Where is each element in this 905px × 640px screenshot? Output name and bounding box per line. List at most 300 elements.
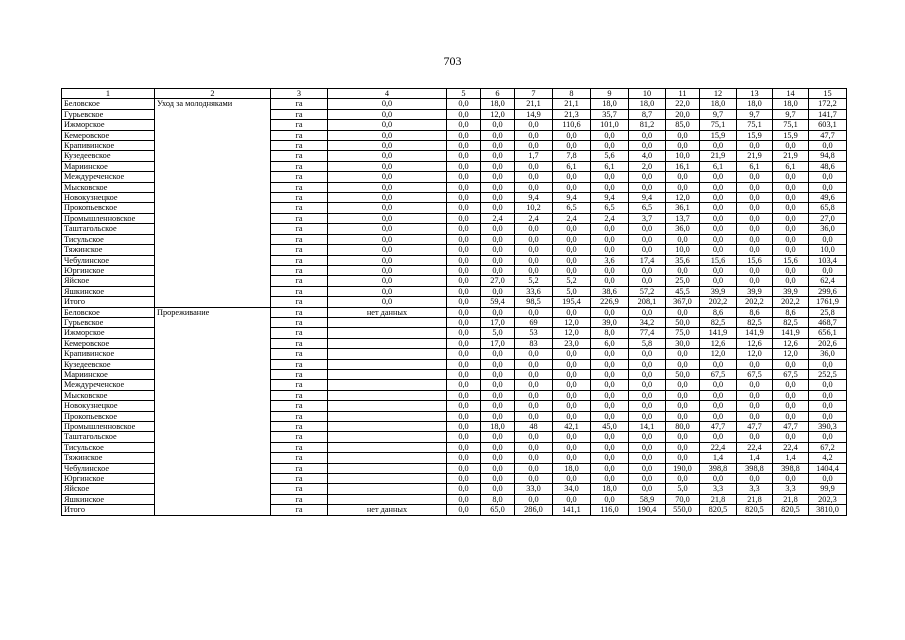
value-cell: 0,0 [515, 442, 553, 452]
value-cell: 0,0 [591, 307, 629, 317]
value-cell: 0,0 [447, 463, 481, 473]
value-cell: 0,0 [737, 245, 773, 255]
value-cell: 0,0 [447, 380, 481, 390]
value-cell: 0,0 [773, 224, 809, 234]
value-cell: 0,0 [773, 265, 809, 275]
value-cell [328, 474, 447, 484]
value-cell: 0,0 [328, 245, 447, 255]
value-cell: 5,2 [553, 276, 591, 286]
value-cell: 0,0 [553, 224, 591, 234]
value-cell: 36,0 [809, 224, 847, 234]
region-cell: Яшкинское [62, 494, 155, 504]
value-cell: 550,0 [666, 505, 700, 515]
value-cell: 0,0 [629, 474, 666, 484]
value-cell: 0,0 [515, 130, 553, 140]
region-cell: Междуреченское [62, 380, 155, 390]
value-cell: 0,0 [515, 401, 553, 411]
value-cell: 0,0 [481, 245, 515, 255]
region-cell: Тяжинское [62, 453, 155, 463]
region-cell: Кузедеевское [62, 359, 155, 369]
column-header: 14 [773, 89, 809, 99]
unit-cell: га [271, 276, 328, 286]
value-cell: 0,0 [591, 276, 629, 286]
unit-cell: га [271, 328, 328, 338]
unit-cell: га [271, 317, 328, 327]
value-cell: 208,1 [629, 297, 666, 307]
value-cell: 3,3 [737, 484, 773, 494]
value-cell: 299,6 [809, 286, 847, 296]
region-cell: Мысковское [62, 182, 155, 192]
value-cell: 0,0 [553, 380, 591, 390]
value-cell: 367,0 [666, 297, 700, 307]
value-cell: 0,0 [809, 172, 847, 182]
value-cell: 0,0 [773, 245, 809, 255]
unit-cell: га [271, 494, 328, 504]
value-cell: 0,0 [591, 172, 629, 182]
region-cell: Крапивинское [62, 349, 155, 359]
value-cell: 36,1 [666, 203, 700, 213]
value-cell: 15,6 [700, 255, 737, 265]
value-cell: 0,0 [700, 390, 737, 400]
value-cell [328, 369, 447, 379]
value-cell: 0,0 [737, 359, 773, 369]
value-cell: 15,9 [737, 130, 773, 140]
value-cell: 1404,4 [809, 463, 847, 473]
unit-cell: га [271, 224, 328, 234]
value-cell: 10,2 [515, 203, 553, 213]
value-cell: 0,0 [700, 432, 737, 442]
value-cell: 0,0 [481, 141, 515, 151]
value-cell: 0,0 [481, 401, 515, 411]
value-cell: 9,4 [591, 193, 629, 203]
value-cell: 0,0 [809, 265, 847, 275]
value-cell: 0,0 [447, 453, 481, 463]
value-cell: 202,2 [737, 297, 773, 307]
value-cell: 45,0 [591, 422, 629, 432]
value-cell: 5,8 [629, 338, 666, 348]
value-cell: 12,0 [737, 349, 773, 359]
value-cell: 0,0 [481, 463, 515, 473]
value-cell: 12,0 [481, 109, 515, 119]
value-cell: 98,5 [515, 297, 553, 307]
value-cell: 0,0 [447, 245, 481, 255]
value-cell: 0,0 [553, 494, 591, 504]
value-cell: 0,0 [591, 390, 629, 400]
value-cell: 0,0 [447, 120, 481, 130]
value-cell: 12,0 [666, 193, 700, 203]
value-cell: 0,0 [629, 463, 666, 473]
value-cell: 0,0 [515, 307, 553, 317]
value-cell: 12,0 [553, 328, 591, 338]
value-cell: 0,0 [700, 141, 737, 151]
value-cell: 0,0 [515, 349, 553, 359]
value-cell: 9,7 [737, 109, 773, 119]
value-cell: 0,0 [481, 172, 515, 182]
value-cell: 0,0 [773, 359, 809, 369]
value-cell: 5,0 [666, 484, 700, 494]
value-cell [328, 442, 447, 452]
unit-cell: га [271, 120, 328, 130]
region-cell: Мариинское [62, 161, 155, 171]
value-cell: 22,4 [737, 442, 773, 452]
value-cell: 9,4 [515, 193, 553, 203]
value-cell: 286,0 [515, 505, 553, 515]
value-cell: 21,8 [700, 494, 737, 504]
value-cell: 0,0 [700, 172, 737, 182]
value-cell: 0,0 [328, 172, 447, 182]
value-cell: 0,0 [629, 432, 666, 442]
value-cell: 75,0 [666, 328, 700, 338]
value-cell: 36,0 [809, 349, 847, 359]
value-cell: 0,0 [553, 265, 591, 275]
value-cell: 0,0 [447, 193, 481, 203]
value-cell: 0,0 [328, 203, 447, 213]
value-cell: 94,8 [809, 151, 847, 161]
value-cell: 0,0 [666, 141, 700, 151]
value-cell: 0,0 [447, 224, 481, 234]
unit-cell: га [271, 422, 328, 432]
value-cell: 0,0 [666, 442, 700, 452]
value-cell: 45,5 [666, 286, 700, 296]
value-cell: 6,1 [591, 161, 629, 171]
value-cell: 0,0 [629, 276, 666, 286]
table-row [62, 307, 847, 317]
value-cell: 0,0 [700, 182, 737, 192]
value-cell: 0,0 [666, 265, 700, 275]
value-cell: 0,0 [809, 380, 847, 390]
value-cell: 75,1 [773, 120, 809, 130]
value-cell: 0,0 [629, 442, 666, 452]
value-cell: 0,0 [481, 120, 515, 130]
value-cell [328, 484, 447, 494]
value-cell: 0,0 [591, 245, 629, 255]
unit-cell: га [271, 99, 328, 109]
column-header: 5 [447, 89, 481, 99]
value-cell: 0,0 [447, 411, 481, 421]
value-cell: 0,0 [809, 411, 847, 421]
value-cell: 0,0 [629, 245, 666, 255]
region-cell: Прокопьевское [62, 411, 155, 421]
value-cell: 0,0 [629, 484, 666, 494]
column-header: 2 [155, 89, 271, 99]
value-cell: 47,7 [737, 422, 773, 432]
value-cell: 820,5 [700, 505, 737, 515]
value-cell: 0,0 [591, 349, 629, 359]
value-cell: 0,0 [447, 234, 481, 244]
value-cell: 9,4 [629, 193, 666, 203]
value-cell: 0,0 [447, 442, 481, 452]
value-cell: 0,0 [666, 390, 700, 400]
value-cell: 0,0 [773, 141, 809, 151]
value-cell: 0,0 [447, 161, 481, 171]
value-cell: 398,8 [700, 463, 737, 473]
value-cell: 0,0 [700, 234, 737, 244]
value-cell: 0,0 [773, 401, 809, 411]
value-cell: 0,0 [328, 182, 447, 192]
value-cell: 0,0 [666, 453, 700, 463]
value-cell: 202,2 [700, 297, 737, 307]
value-cell: 15,6 [773, 255, 809, 265]
column-header: 11 [666, 89, 700, 99]
unit-cell: га [271, 109, 328, 119]
value-cell: 468,7 [809, 317, 847, 327]
value-cell: 39,9 [773, 286, 809, 296]
value-cell: 141,9 [773, 328, 809, 338]
value-cell: 0,0 [700, 276, 737, 286]
region-cell: Кузедеевское [62, 151, 155, 161]
value-cell: 0,0 [447, 151, 481, 161]
region-cell: Ижморское [62, 120, 155, 130]
value-cell: 2,0 [629, 161, 666, 171]
value-cell: 18,0 [773, 99, 809, 109]
value-cell: 10,0 [666, 245, 700, 255]
value-cell [328, 422, 447, 432]
value-cell: 82,5 [773, 317, 809, 327]
value-cell: 0,0 [515, 453, 553, 463]
value-cell: 0,0 [773, 182, 809, 192]
value-cell: 0,0 [666, 130, 700, 140]
value-cell: 34,2 [629, 317, 666, 327]
value-cell: 9,7 [700, 109, 737, 119]
forest-works-table [61, 88, 847, 516]
value-cell: 0,0 [629, 307, 666, 317]
value-cell: 656,1 [809, 328, 847, 338]
value-cell: 77,4 [629, 328, 666, 338]
value-cell: 0,0 [700, 401, 737, 411]
value-cell: 0,0 [515, 463, 553, 473]
value-cell: 0,0 [328, 130, 447, 140]
value-cell: 3,7 [629, 213, 666, 223]
value-cell [328, 328, 447, 338]
value-cell: 18,0 [591, 99, 629, 109]
value-cell: 5,0 [481, 328, 515, 338]
value-cell: 0,0 [773, 390, 809, 400]
value-cell: 25,8 [809, 307, 847, 317]
region-cell: Таштагольское [62, 224, 155, 234]
value-cell: 0,0 [666, 307, 700, 317]
value-cell: 0,0 [629, 401, 666, 411]
value-cell: 0,0 [809, 234, 847, 244]
value-cell: 0,0 [553, 359, 591, 369]
value-cell: 0,0 [700, 265, 737, 275]
value-cell: 80,0 [666, 422, 700, 432]
value-cell: 0,0 [447, 338, 481, 348]
value-cell: 21,8 [737, 494, 773, 504]
value-cell: 0,0 [515, 265, 553, 275]
value-cell: 48 [515, 422, 553, 432]
value-cell [328, 463, 447, 473]
value-cell: 0,0 [328, 151, 447, 161]
value-cell: 0,0 [773, 213, 809, 223]
value-cell: 3810,0 [809, 505, 847, 515]
value-cell: 0,0 [629, 369, 666, 379]
value-cell: 0,0 [447, 297, 481, 307]
value-cell: 226,9 [591, 297, 629, 307]
value-cell: 0,0 [447, 505, 481, 515]
value-cell: 50,0 [666, 369, 700, 379]
table-row [62, 99, 847, 109]
value-cell: 18,0 [553, 463, 591, 473]
value-cell: 0,0 [447, 369, 481, 379]
value-cell: 0,0 [447, 474, 481, 484]
value-cell: 15,9 [773, 130, 809, 140]
region-cell: Ижморское [62, 328, 155, 338]
value-cell: 30,0 [666, 338, 700, 348]
region-cell: Мариинское [62, 369, 155, 379]
value-cell: 12,6 [773, 338, 809, 348]
value-cell: 0,0 [591, 453, 629, 463]
region-cell: Новокузнецкое [62, 193, 155, 203]
value-cell: 103,4 [809, 255, 847, 265]
value-cell: 0,0 [515, 432, 553, 442]
value-cell [328, 380, 447, 390]
value-cell: 0,0 [629, 453, 666, 463]
value-cell: 820,5 [773, 505, 809, 515]
value-cell: 67,5 [737, 369, 773, 379]
value-cell: 202,3 [809, 494, 847, 504]
value-cell: 8,6 [737, 307, 773, 317]
value-cell: 0,0 [591, 224, 629, 234]
value-cell: 9,4 [553, 193, 591, 203]
value-cell: 17,4 [629, 255, 666, 265]
value-cell: 820,5 [737, 505, 773, 515]
value-cell: 27,0 [481, 276, 515, 286]
value-cell: 0,0 [553, 369, 591, 379]
region-cell: Чебулинское [62, 255, 155, 265]
value-cell: 0,0 [773, 380, 809, 390]
value-cell: 0,0 [809, 359, 847, 369]
value-cell: 0,0 [515, 255, 553, 265]
value-cell: 0,0 [591, 474, 629, 484]
value-cell: 0,0 [666, 401, 700, 411]
value-cell: 1,4 [737, 453, 773, 463]
column-header: 1 [62, 89, 155, 99]
value-cell: 0,0 [447, 484, 481, 494]
unit-cell: га [271, 213, 328, 223]
value-cell: 0,0 [447, 401, 481, 411]
value-cell: 4,0 [629, 151, 666, 161]
value-cell: 0,0 [591, 401, 629, 411]
value-cell: 0,0 [629, 130, 666, 140]
value-cell: 0,0 [447, 359, 481, 369]
value-cell: 0,0 [515, 182, 553, 192]
value-cell: 0,0 [447, 390, 481, 400]
value-cell: 0,0 [629, 411, 666, 421]
value-cell: 53 [515, 328, 553, 338]
value-cell: 8,0 [481, 494, 515, 504]
value-cell: 0,0 [591, 182, 629, 192]
value-cell: 39,9 [700, 286, 737, 296]
value-cell: 1,4 [773, 453, 809, 463]
value-cell: 0,0 [328, 193, 447, 203]
value-cell: 0,0 [700, 245, 737, 255]
value-cell: 0,0 [666, 359, 700, 369]
value-cell: 0,0 [515, 224, 553, 234]
value-cell: 0,0 [666, 172, 700, 182]
value-cell: 141,1 [553, 505, 591, 515]
value-cell: 21,1 [553, 99, 591, 109]
value-cell: 18,0 [629, 99, 666, 109]
value-cell: 0,0 [553, 474, 591, 484]
value-cell: 0,0 [553, 411, 591, 421]
value-cell: 0,0 [481, 151, 515, 161]
value-cell: 6,1 [553, 161, 591, 171]
value-cell: 75,1 [700, 120, 737, 130]
value-cell: 0,0 [553, 349, 591, 359]
value-cell: 0,0 [481, 307, 515, 317]
value-cell: 0,0 [553, 307, 591, 317]
value-cell: 0,0 [447, 265, 481, 275]
value-cell: 6,1 [700, 161, 737, 171]
value-cell: 50,0 [666, 317, 700, 327]
value-cell: 0,0 [591, 432, 629, 442]
value-cell: 16,1 [666, 161, 700, 171]
value-cell: 0,0 [328, 109, 447, 119]
value-cell: 0,0 [481, 130, 515, 140]
unit-cell: га [271, 161, 328, 171]
value-cell: 110,6 [553, 120, 591, 130]
unit-cell: га [271, 130, 328, 140]
value-cell: 0,0 [629, 390, 666, 400]
unit-cell: га [271, 193, 328, 203]
value-cell [328, 349, 447, 359]
value-cell: 0,0 [666, 432, 700, 442]
value-cell: 99,9 [809, 484, 847, 494]
unit-cell: га [271, 307, 328, 317]
unit-cell: га [271, 380, 328, 390]
value-cell: 0,0 [481, 484, 515, 494]
value-cell: 0,0 [447, 349, 481, 359]
value-cell: 39,9 [737, 286, 773, 296]
unit-cell: га [271, 297, 328, 307]
region-cell: Чебулинское [62, 463, 155, 473]
value-cell: 0,0 [553, 172, 591, 182]
unit-cell: га [271, 442, 328, 452]
value-cell: 81,2 [629, 120, 666, 130]
value-cell: 190,4 [629, 505, 666, 515]
header-row [62, 89, 847, 99]
region-cell: Междуреченское [62, 172, 155, 182]
value-cell: нет данных [328, 505, 447, 515]
value-cell: 2,4 [553, 213, 591, 223]
value-cell: 0,0 [515, 380, 553, 390]
unit-cell: га [271, 141, 328, 151]
unit-cell: га [271, 411, 328, 421]
value-cell: 0,0 [447, 141, 481, 151]
value-cell: 0,0 [515, 141, 553, 151]
value-cell: 9,7 [773, 109, 809, 119]
value-cell: 0,0 [809, 141, 847, 151]
value-cell: 65,8 [809, 203, 847, 213]
value-cell: 0,0 [481, 161, 515, 171]
value-cell: 0,0 [773, 276, 809, 286]
value-cell: 0,0 [773, 234, 809, 244]
value-cell: 22,4 [773, 442, 809, 452]
value-cell: 101,0 [591, 120, 629, 130]
value-cell: 59,4 [481, 297, 515, 307]
value-cell: 0,0 [447, 494, 481, 504]
unit-cell: га [271, 338, 328, 348]
value-cell: 0,0 [629, 234, 666, 244]
region-cell: Беловское [62, 99, 155, 109]
region-cell: Мысковское [62, 390, 155, 400]
value-cell: 0,0 [591, 411, 629, 421]
value-cell: 0,0 [515, 494, 553, 504]
value-cell: 141,9 [737, 328, 773, 338]
value-cell: 0,0 [481, 203, 515, 213]
value-cell: 21,9 [773, 151, 809, 161]
value-cell: 0,0 [629, 224, 666, 234]
